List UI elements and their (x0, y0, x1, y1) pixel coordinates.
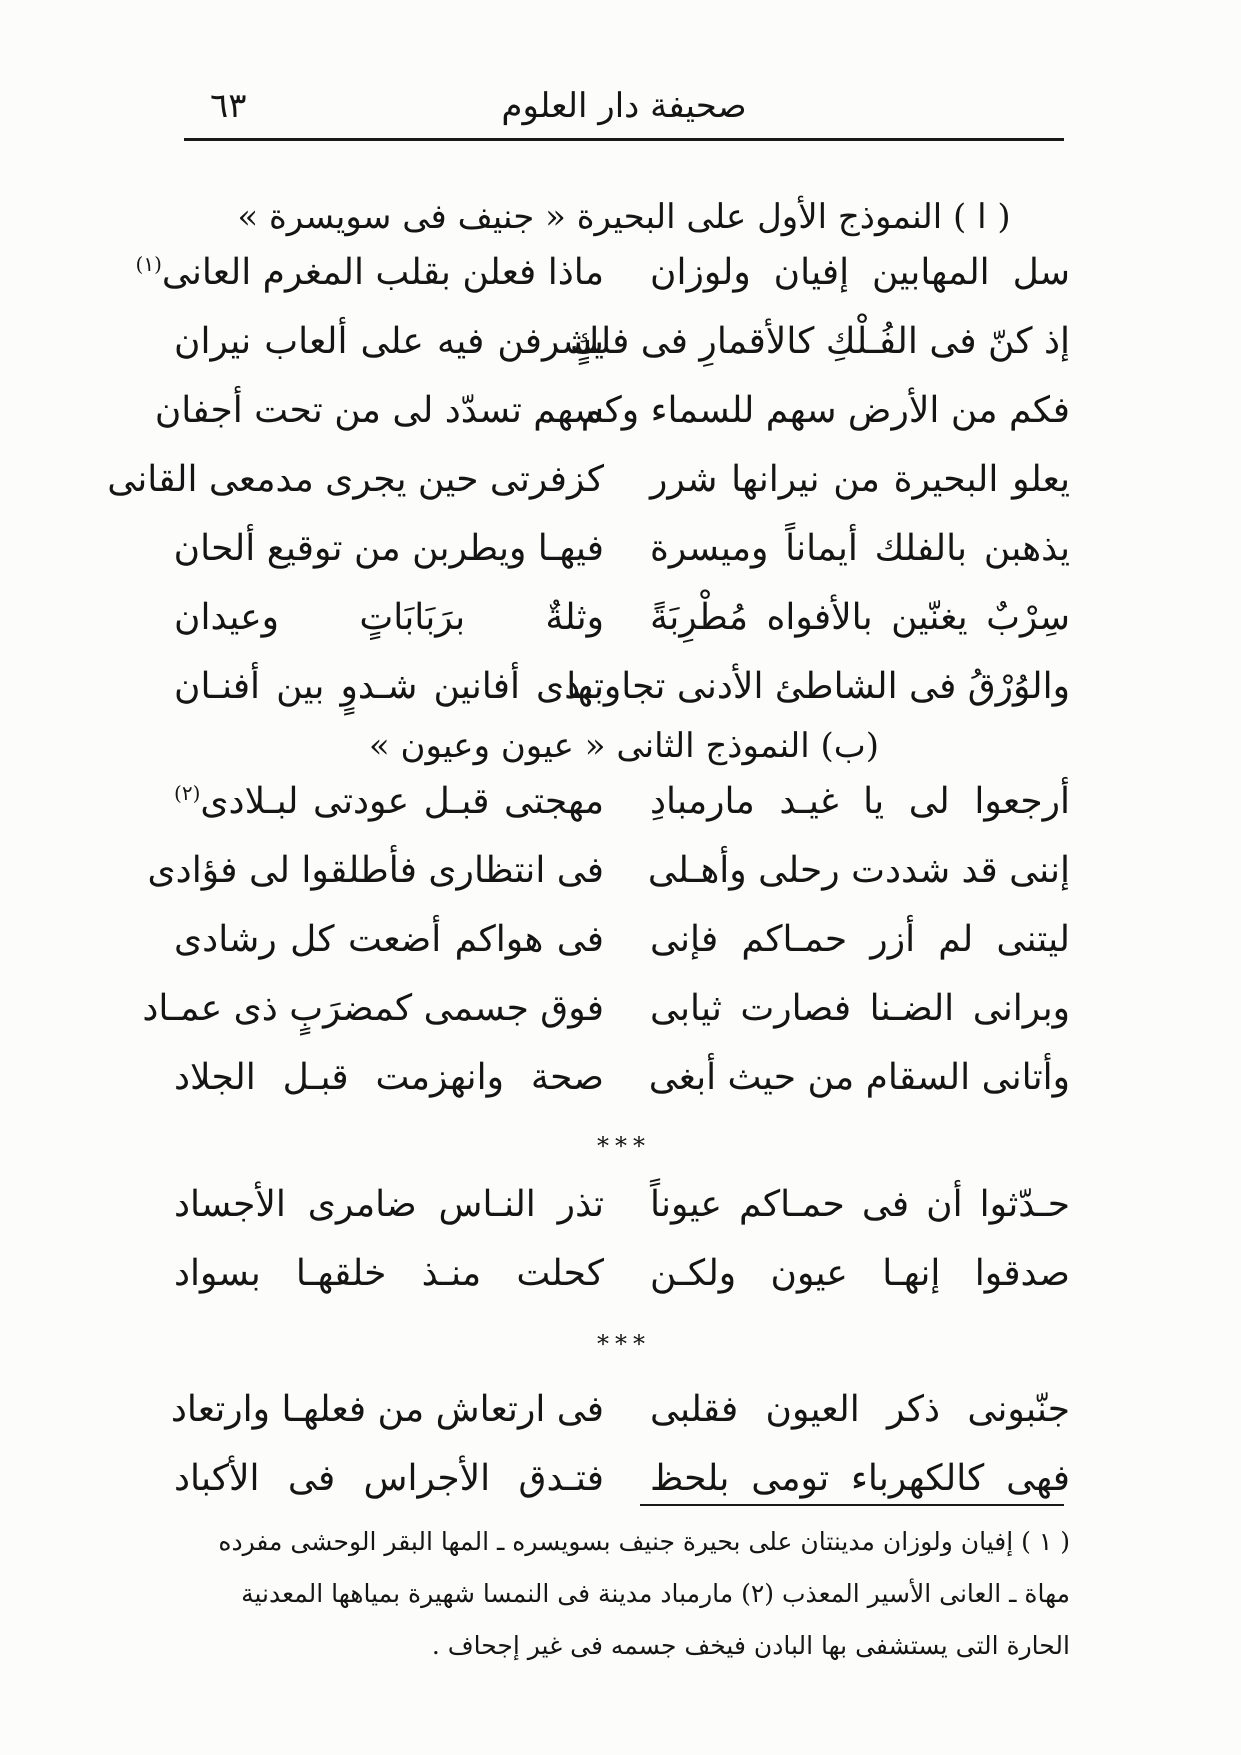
verse-line (170, 514, 1070, 583)
header-divider (184, 138, 1064, 141)
footnote-divider (640, 1504, 1064, 1506)
verse-first-hemistich: إننى قد شددت رحلى وأهـلى (647, 850, 1070, 891)
verse-first-hemistich: سل المهابين إفيان ولوزان (650, 252, 1070, 293)
footnote-line: الحارة التى يستشفى بها البادن فيخف جسمه فى غير إجحاف . (431, 1631, 1070, 1660)
verse-first-hemistich: أرجعوا لى يا غيـد مارمبادِ (650, 781, 1070, 822)
verse-line (170, 1239, 1070, 1308)
verse-line (147, 836, 1070, 905)
verse-line (170, 905, 1070, 974)
verse-second-hemistich (174, 767, 604, 836)
section-separator: *** (597, 1330, 651, 1358)
poem-section-c (170, 1170, 1070, 1308)
verse-second-hemistich: فتـدق الأجراس فى الأكباد (174, 1458, 604, 1499)
section-b-heading: (ب) النموذج الثانى « عيون وعيون » (368, 726, 880, 766)
verse-line (170, 1375, 1070, 1444)
verse-first-hemistich: والوُرْقُ فى الشاطئ الأدنى تجاوبها (566, 666, 1070, 707)
verse-first-hemistich: ليتنى لم أزر حمـاكم فإنى (650, 919, 1070, 960)
footnote-marker-1: (١) (135, 252, 162, 276)
verse-second-hemistich: تبدى أفانين شـدوٍ بين أفنـان (174, 666, 604, 707)
section-separator: *** (597, 1132, 651, 1160)
footnotes (170, 1516, 1070, 1672)
verse-second-hemistich: تذر النـاس ضامرى الأجساد (174, 1184, 604, 1225)
verse-second-hemistich: كحلت منـذ خلقهـا بسواد (174, 1253, 604, 1294)
footnote-line: ( ١ ) إفيان ولوزان مدينتان على بحيرة جنيف بسويسره ـ المها البقر الوحشى مفرده (218, 1527, 1070, 1556)
verse-second-hemistich: يشرفن فيه على ألعاب نيران (174, 321, 604, 362)
poem-section-b (142, 767, 1070, 1112)
poem-section-a (107, 238, 1070, 721)
verse-line (135, 238, 1070, 307)
page-number: ٦٣ (210, 86, 247, 126)
verse-line (170, 1444, 1070, 1513)
verse-text: مهجتى قبـل عودتى لبـلادى (200, 781, 604, 822)
verse-second-hemistich (135, 238, 604, 307)
verse-line (170, 652, 1070, 721)
verse-first-hemistich: وبرانى الضـنا فصارت ثيابى (650, 988, 1070, 1029)
verse-first-hemistich: إذ كنّ فى الفُـلْكِ كالأقمارِ فى فلكٍ (569, 321, 1070, 362)
footnote-line: مهاة ـ العانى الأسير المعذب (٢) مارمباد مدينة فى النمسا شهيرة بمياهها المعدنية (241, 1579, 1070, 1608)
verse-first-hemistich: حـدّثوا أن فى حمـاكم عيوناً (650, 1184, 1070, 1225)
verse-line (142, 974, 1070, 1043)
verse-second-hemistich: صحة وانهزمت قبـل الجلاد (174, 1057, 604, 1098)
verse-second-hemistich: كزفرتى حين يجرى مدمعى القانى (107, 459, 604, 500)
verse-first-hemistich: جنّبونى ذكر العيون فقلبى (650, 1389, 1070, 1430)
verse-line (107, 445, 1070, 514)
running-header (184, 82, 1064, 130)
footnote-marker-2: (٢) (174, 781, 201, 805)
verse-first-hemistich: فهى كالكهرباء تومى بلحظ (650, 1458, 1070, 1499)
verse-line (170, 1043, 1070, 1112)
verse-first-hemistich: وأتانى السقام من حيث أبغى (648, 1057, 1070, 1098)
verse-first-hemistich: يذهبن بالفلك أيماناً وميسرة (650, 528, 1070, 569)
verse-line (170, 583, 1070, 652)
verse-second-hemistich: فى انتظارى فأطلقوا لى فؤادى (147, 850, 604, 891)
verse-second-hemistich: فى هواكم أضعت كل رشادى (174, 919, 604, 960)
verse-second-hemistich: فيهـا ويطربن من توقيع ألحان (173, 528, 604, 569)
verse-text: ماذا فعلن بقلب المغرم العانى (161, 252, 604, 293)
verse-first-hemistich: صدقوا إنهـا عيون ولكـن (650, 1253, 1070, 1294)
verse-second-hemistich: فى ارتعاش من فعلهـا وارتعاد (170, 1389, 604, 1430)
poem-section-d (170, 1375, 1070, 1513)
verse-first-hemistich: سِرْبٌ يغنّين بالأفواه مُطْرِبَةً (650, 597, 1070, 638)
journal-title: صحيفة دار العلوم (501, 86, 747, 126)
verse-first-hemistich: يعلو البحيرة من نيرانها شرر (650, 459, 1070, 500)
verse-second-hemistich: سهم تسدّد لى من تحت أجفان (154, 390, 604, 431)
verse-line (170, 767, 1070, 836)
verse-first-hemistich: فكم من الأرض سهم للسماء وكم (580, 390, 1070, 431)
section-a-heading: ( ا ) النموذج الأول على البحيرة « جنيف فى سويسرة » (237, 197, 1011, 237)
verse-second-hemistich: وثلةٌ برَبَابَاتٍ وعيدان (174, 597, 604, 638)
verse-line (170, 307, 1070, 376)
verse-second-hemistich: فوق جسمى كمضرَبٍ ذى عمـاد (142, 988, 604, 1029)
verse-line (154, 376, 1070, 445)
verse-line (170, 1170, 1070, 1239)
